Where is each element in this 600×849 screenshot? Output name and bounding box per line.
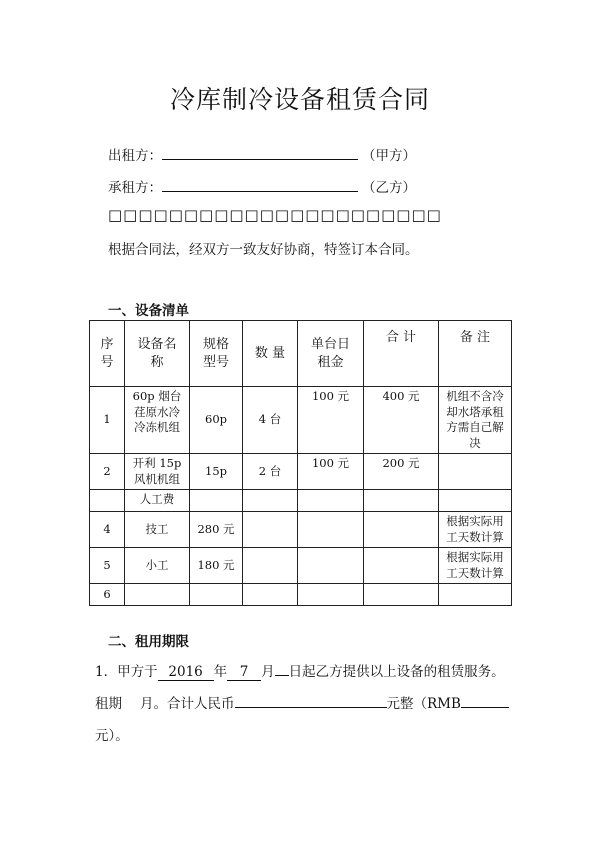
cell-seq bbox=[90, 490, 125, 512]
cell-qty bbox=[243, 584, 298, 606]
cell-unit-rent bbox=[298, 490, 364, 512]
lessee-label: 承租方： bbox=[108, 180, 162, 196]
cell-name bbox=[125, 584, 190, 606]
cell-seq: 4 bbox=[90, 512, 125, 548]
cell-seq: 2 bbox=[90, 454, 125, 490]
lessor-label: 出租方： bbox=[108, 148, 162, 164]
cell-total bbox=[364, 512, 439, 548]
term-rmb-label: 元整（RMB bbox=[386, 696, 461, 712]
cell-spec: 280 元 bbox=[190, 512, 243, 548]
term-month-suffix: 月 bbox=[261, 664, 275, 680]
cell-qty bbox=[243, 512, 298, 548]
header-qty: 数 量 bbox=[243, 321, 298, 387]
cell-total bbox=[364, 584, 439, 606]
cell-remark: 机组不含冷 却水塔承租 方需自己解 决 bbox=[439, 387, 512, 454]
cell-spec: 180 元 bbox=[190, 548, 243, 584]
cell-total bbox=[364, 548, 439, 584]
term-period-label: 租期 bbox=[95, 696, 122, 712]
cell-unit-rent bbox=[298, 548, 364, 584]
cell-unit-rent: 100 元 bbox=[298, 387, 364, 454]
header-total: 合 计 bbox=[364, 321, 439, 387]
term-rmb-blank[interactable] bbox=[461, 694, 509, 708]
term-amount-blank[interactable] bbox=[235, 694, 387, 708]
table-row bbox=[90, 512, 512, 548]
term-month[interactable]: 7 bbox=[227, 664, 261, 681]
header-seq: 序 号 bbox=[90, 321, 125, 387]
lessee-role: （乙方） bbox=[362, 180, 416, 196]
lessor-blank[interactable] bbox=[162, 146, 358, 160]
cell-qty: 4 台 bbox=[243, 387, 298, 454]
term-year[interactable]: 2016 bbox=[158, 664, 214, 681]
header-remark: 备 注 bbox=[439, 321, 512, 387]
cell-name: 开利 15p 风机机组 bbox=[125, 454, 190, 490]
cell-remark bbox=[439, 454, 512, 490]
intro-text: 根据合同法，经双方一致友好协商，特签订本合同。 bbox=[108, 242, 419, 258]
header-name: 设备名 称 bbox=[125, 321, 190, 387]
cell-seq: 6 bbox=[90, 584, 125, 606]
table-row bbox=[90, 584, 512, 606]
term-prefix: 1．甲方于 bbox=[95, 664, 158, 680]
term-line-3: 元）。 bbox=[95, 728, 129, 744]
cell-spec bbox=[190, 584, 243, 606]
cell-remark: 根据实际用 工天数计算 bbox=[439, 512, 512, 548]
cell-unit-rent bbox=[298, 512, 364, 548]
cell-remark: 根据实际用 工天数计算 bbox=[439, 548, 512, 584]
lessor-role: （甲方） bbox=[362, 148, 416, 164]
cell-total bbox=[364, 490, 439, 512]
cell-qty bbox=[243, 490, 298, 512]
term-line-2 bbox=[95, 692, 509, 712]
equipment-table bbox=[89, 320, 512, 606]
term-day-suffix: 日起乙方提供以上设备的租赁服务。 bbox=[288, 664, 505, 680]
section-rental-term: 二、租用期限 bbox=[108, 634, 189, 650]
cell-total: 200 元 bbox=[364, 454, 439, 490]
cell-spec: 60p bbox=[190, 387, 243, 454]
cell-seq: 1 bbox=[90, 387, 125, 454]
lessor-line bbox=[108, 144, 416, 164]
cell-unit-rent: 100 元 bbox=[298, 454, 364, 490]
table-row bbox=[90, 387, 512, 454]
term-day-blank[interactable] bbox=[275, 662, 289, 676]
document-title: 冷库制冷设备租赁合同 bbox=[169, 85, 430, 114]
table-row bbox=[90, 548, 512, 584]
cell-total: 400 元 bbox=[364, 387, 439, 454]
cell-unit-rent bbox=[298, 584, 364, 606]
cell-name: 技工 bbox=[125, 512, 190, 548]
table-row bbox=[90, 490, 512, 512]
header-unit-rent: 单台日 租金 bbox=[298, 321, 364, 387]
cell-qty: 2 台 bbox=[243, 454, 298, 490]
cell-qty bbox=[243, 548, 298, 584]
term-amount-label: 月。合计人民币 bbox=[140, 696, 235, 712]
table-row bbox=[90, 454, 512, 490]
header-spec: 规格 型号 bbox=[190, 321, 243, 387]
cell-spec bbox=[190, 490, 243, 512]
cell-remark bbox=[439, 584, 512, 606]
cell-remark bbox=[439, 490, 512, 512]
section-equipment-list: 一、设备清单 bbox=[108, 303, 189, 319]
cell-name: 小工 bbox=[125, 548, 190, 584]
cell-seq: 5 bbox=[90, 548, 125, 584]
lessee-blank[interactable] bbox=[162, 178, 358, 192]
lessee-line bbox=[108, 176, 416, 196]
term-year-suffix: 年 bbox=[213, 664, 228, 680]
cell-name: 60p 烟台 荏原水冷 冷冻机组 bbox=[125, 387, 190, 454]
placeholder-boxes: □□□□□□□□□□□□□□□□□□□□□□ bbox=[108, 206, 442, 224]
cell-spec: 15p bbox=[190, 454, 243, 490]
term-line-1 bbox=[95, 660, 505, 681]
cell-name: 人工费 bbox=[125, 490, 190, 512]
table-header-row bbox=[90, 321, 512, 387]
